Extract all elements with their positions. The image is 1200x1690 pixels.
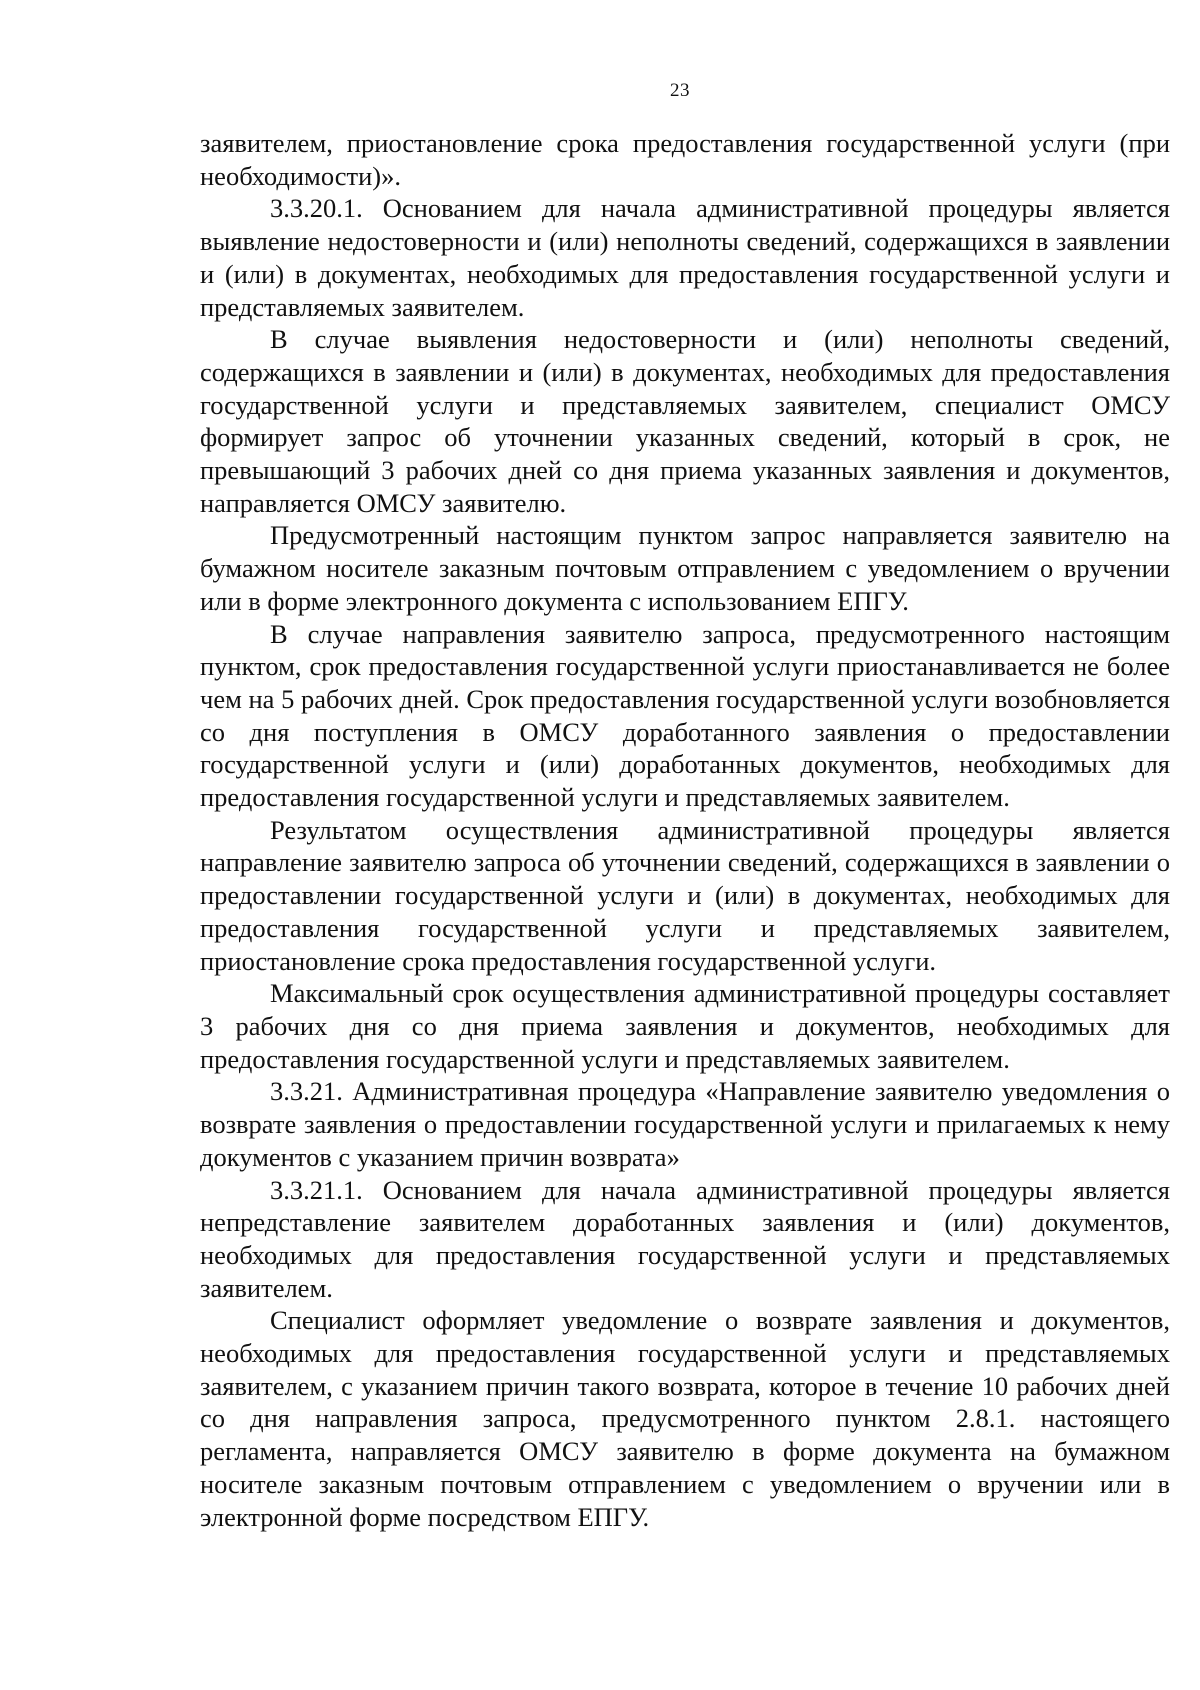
paragraph-result: Результатом осуществления административной процедуры является направление заявителю запроса об уточнении сведений, содержащихся в заявлении о предоставлении государственной услуги и (или) в документах, необходимых для предоставления государственной услуги и представляемых заявителем, приостановление срока предоставления государственной услуги. xyxy=(200,814,1170,976)
document-body xyxy=(200,127,1170,1533)
paragraph-3-3-20-1: 3.3.20.1. Основанием для начала административной процедуры является выявление недостоверности и (или) неполноты сведений, содержащихся в заявлении и (или) в документах, необходимых для предоставления государственной услуги и представляемых заявителем. xyxy=(200,193,1170,322)
paragraph-inaccuracy-case: В случае выявления недостоверности и (или) неполноты сведений, содержащихся в заявлении и (или) в документах, необходимых для предоставления государственной услуги и представляемых заявителем, специалист ОМСУ формирует запрос об уточнении указанных сведений, который в срок, не превышающий 3 рабочих дней со дня приема указанных заявления и документов, направляется ОМСУ заявителю. xyxy=(200,324,1170,518)
page-number: 23 xyxy=(670,80,690,101)
paragraph-3-3-21: 3.3.21. Административная процедура «Направление заявителю уведомления о возврате заявления о предоставлении государственной услуги и прилагаемых к нему документов с указанием причин возврата» xyxy=(200,1076,1170,1172)
paragraph-continuation: заявителем, приостановление срока предоставления государственной услуги (при необходимости)». xyxy=(200,128,1170,191)
paragraph-max-term: Максимальный срок осуществления административной процедуры составляет 3 рабочих дня со дня приема заявления и документов, необходимых для предоставления государственной услуги и представляемых заявителем. xyxy=(200,978,1170,1074)
paragraph-3-3-21-1: 3.3.21.1. Основанием для начала административной процедуры является непредставление заявителем доработанных заявления и (или) документов, необходимых для предоставления государственной услуги и представляемых заявителем. xyxy=(200,1174,1170,1303)
paragraph-suspension: В случае направления заявителю запроса, предусмотренного настоящим пунктом, срок предоставления государственной услуги приостанавливается не более чем на 5 рабочих дней. Срок предоставления государственной услуги возобновляется со дня поступления в ОМСУ доработанного заявления о предоставлении государственной услуги и (или) доработанных документов, необходимых для предоставления государственной услуги и представляемых заявителем. xyxy=(200,618,1170,813)
paragraph-request-delivery: Предусмотренный настоящим пунктом запрос направляется заявителю на бумажном носителе заказным почтовым отправлением с уведомлением о вручении или в форме электронного документа с использованием ЕПГУ. xyxy=(200,520,1170,616)
paragraph-return-notice: Специалист оформляет уведомление о возврате заявления и документов, необходимых для предоставления государственной услуги и представляемых заявителем, с указанием причин такого возврата, которое в течение 10 рабочих дней со дня направления запроса, предусмотренного пунктом 2.8.1. настоящего регламента, направляется ОМСУ заявителю в форме документа на бумажном носителе заказным почтовым отправлением с уведомлением о вручении или в электронной форме посредством ЕПГУ. xyxy=(200,1305,1170,1532)
